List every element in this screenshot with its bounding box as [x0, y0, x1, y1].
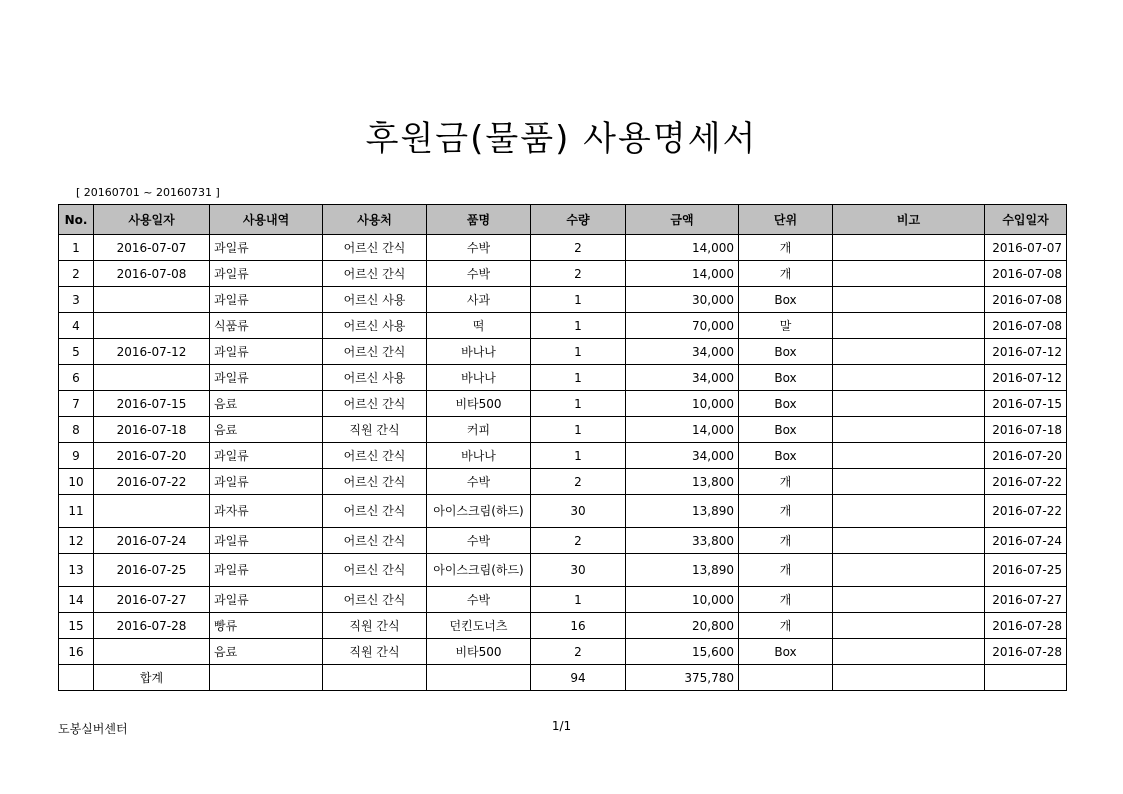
- total-row: [59, 665, 1067, 691]
- cell-category: 과일류: [210, 261, 323, 287]
- cell-amount: 15,600: [626, 639, 739, 665]
- cell-item: 바나나: [427, 443, 531, 469]
- cell-date: 2016-07-12: [94, 339, 210, 365]
- cell-received: 2016-07-15: [985, 391, 1067, 417]
- cell-purpose: 어르신 간식: [323, 339, 427, 365]
- total-empty-received: [985, 665, 1067, 691]
- cell-note: [833, 391, 985, 417]
- cell-date: 2016-07-08: [94, 261, 210, 287]
- cell-note: [833, 528, 985, 554]
- cell-amount: 10,000: [626, 391, 739, 417]
- cell-date: 2016-07-25: [94, 554, 210, 587]
- cell-received: 2016-07-08: [985, 313, 1067, 339]
- cell-date: [94, 495, 210, 528]
- cell-qty: 30: [531, 554, 626, 587]
- cell-qty: 1: [531, 365, 626, 391]
- cell-purpose: 어르신 간식: [323, 554, 427, 587]
- header-qty: 수량: [531, 205, 626, 235]
- cell-no: 1: [59, 235, 94, 261]
- cell-no: 10: [59, 469, 94, 495]
- cell-item: 수박: [427, 261, 531, 287]
- cell-date: 2016-07-18: [94, 417, 210, 443]
- cell-category: 과일류: [210, 339, 323, 365]
- cell-item: 비타500: [427, 391, 531, 417]
- cell-unit: 개: [739, 587, 833, 613]
- header-date: 사용일자: [94, 205, 210, 235]
- cell-item: 수박: [427, 469, 531, 495]
- cell-amount: 33,800: [626, 528, 739, 554]
- cell-amount: 34,000: [626, 443, 739, 469]
- table-row: [59, 287, 1067, 313]
- cell-date: 2016-07-27: [94, 587, 210, 613]
- cell-note: [833, 339, 985, 365]
- cell-received: 2016-07-20: [985, 443, 1067, 469]
- cell-purpose: 어르신 사용: [323, 365, 427, 391]
- header-note: 비고: [833, 205, 985, 235]
- cell-unit: 개: [739, 469, 833, 495]
- cell-item: 떡: [427, 313, 531, 339]
- table-row: [59, 528, 1067, 554]
- cell-no: 12: [59, 528, 94, 554]
- table-header-row: [59, 205, 1067, 235]
- cell-no: 9: [59, 443, 94, 469]
- cell-category: 과일류: [210, 469, 323, 495]
- cell-date: 2016-07-28: [94, 613, 210, 639]
- cell-item: 아이스크림(하드): [427, 495, 531, 528]
- cell-qty: 2: [531, 639, 626, 665]
- cell-received: 2016-07-08: [985, 287, 1067, 313]
- cell-note: [833, 613, 985, 639]
- total-empty-no: [59, 665, 94, 691]
- cell-amount: 10,000: [626, 587, 739, 613]
- cell-received: 2016-07-28: [985, 613, 1067, 639]
- header-purpose: 사용처: [323, 205, 427, 235]
- footer-page-number: 1/1: [551, 719, 572, 733]
- cell-category: 음료: [210, 391, 323, 417]
- cell-unit: Box: [739, 391, 833, 417]
- cell-date: [94, 365, 210, 391]
- cell-no: 7: [59, 391, 94, 417]
- cell-note: [833, 469, 985, 495]
- cell-note: [833, 365, 985, 391]
- cell-purpose: 직원 간식: [323, 417, 427, 443]
- table-row: [59, 417, 1067, 443]
- cell-qty: 1: [531, 587, 626, 613]
- cell-unit: Box: [739, 417, 833, 443]
- cell-purpose: 어르신 간식: [323, 528, 427, 554]
- cell-received: 2016-07-28: [985, 639, 1067, 665]
- cell-item: 사과: [427, 287, 531, 313]
- cell-unit: 말: [739, 313, 833, 339]
- cell-qty: 2: [531, 528, 626, 554]
- cell-unit: Box: [739, 443, 833, 469]
- cell-date: [94, 313, 210, 339]
- cell-qty: 2: [531, 235, 626, 261]
- table-row: [59, 235, 1067, 261]
- cell-qty: 1: [531, 391, 626, 417]
- cell-purpose: 어르신 간식: [323, 587, 427, 613]
- period-range: [ 20160701 ~ 20160731 ]: [76, 186, 220, 199]
- cell-purpose: 어르신 간식: [323, 495, 427, 528]
- cell-no: 2: [59, 261, 94, 287]
- cell-category: 음료: [210, 639, 323, 665]
- cell-no: 8: [59, 417, 94, 443]
- cell-category: 빵류: [210, 613, 323, 639]
- cell-category: 과일류: [210, 287, 323, 313]
- cell-category: 과일류: [210, 235, 323, 261]
- table-row: [59, 339, 1067, 365]
- cell-no: 13: [59, 554, 94, 587]
- cell-purpose: 어르신 간식: [323, 235, 427, 261]
- cell-note: [833, 443, 985, 469]
- total-empty-purpose: [323, 665, 427, 691]
- cell-purpose: 직원 간식: [323, 613, 427, 639]
- cell-qty: 2: [531, 469, 626, 495]
- cell-amount: 14,000: [626, 261, 739, 287]
- cell-amount: 13,800: [626, 469, 739, 495]
- cell-item: 수박: [427, 587, 531, 613]
- table-row: [59, 613, 1067, 639]
- cell-amount: 70,000: [626, 313, 739, 339]
- cell-amount: 13,890: [626, 495, 739, 528]
- cell-qty: 1: [531, 443, 626, 469]
- cell-received: 2016-07-12: [985, 339, 1067, 365]
- total-label: 합계: [94, 665, 210, 691]
- cell-category: 과일류: [210, 528, 323, 554]
- cell-amount: 34,000: [626, 339, 739, 365]
- cell-received: 2016-07-07: [985, 235, 1067, 261]
- cell-received: 2016-07-18: [985, 417, 1067, 443]
- footer-organization: 도봉실버센터: [58, 722, 128, 736]
- cell-category: 음료: [210, 417, 323, 443]
- cell-category: 과일류: [210, 587, 323, 613]
- cell-no: 14: [59, 587, 94, 613]
- header-received: 수입일자: [985, 205, 1067, 235]
- cell-category: 과자류: [210, 495, 323, 528]
- table-row: [59, 313, 1067, 339]
- table-row: [59, 261, 1067, 287]
- cell-note: [833, 287, 985, 313]
- cell-qty: 1: [531, 313, 626, 339]
- cell-no: 6: [59, 365, 94, 391]
- cell-qty: 1: [531, 287, 626, 313]
- cell-received: 2016-07-22: [985, 495, 1067, 528]
- table-row: [59, 391, 1067, 417]
- cell-item: 아이스크림(하드): [427, 554, 531, 587]
- total-qty: 94: [531, 665, 626, 691]
- cell-note: [833, 639, 985, 665]
- table-row: [59, 443, 1067, 469]
- cell-received: 2016-07-24: [985, 528, 1067, 554]
- table-row: [59, 365, 1067, 391]
- cell-qty: 30: [531, 495, 626, 528]
- cell-item: 커피: [427, 417, 531, 443]
- cell-no: 4: [59, 313, 94, 339]
- cell-received: 2016-07-27: [985, 587, 1067, 613]
- cell-received: 2016-07-08: [985, 261, 1067, 287]
- header-no: No.: [59, 205, 94, 235]
- table-row: [59, 495, 1067, 528]
- cell-amount: 30,000: [626, 287, 739, 313]
- cell-unit: 개: [739, 495, 833, 528]
- cell-unit: Box: [739, 639, 833, 665]
- cell-qty: 2: [531, 261, 626, 287]
- cell-unit: Box: [739, 287, 833, 313]
- header-unit: 단위: [739, 205, 833, 235]
- cell-amount: 13,890: [626, 554, 739, 587]
- cell-category: 과일류: [210, 365, 323, 391]
- table-row: [59, 587, 1067, 613]
- document-title: 후원금(물품) 사용명세서: [365, 119, 758, 159]
- table-row: [59, 469, 1067, 495]
- cell-date: 2016-07-07: [94, 235, 210, 261]
- cell-no: 3: [59, 287, 94, 313]
- cell-date: 2016-07-20: [94, 443, 210, 469]
- cell-date: [94, 287, 210, 313]
- cell-qty: 16: [531, 613, 626, 639]
- total-empty-note: [833, 665, 985, 691]
- cell-date: 2016-07-15: [94, 391, 210, 417]
- cell-note: [833, 587, 985, 613]
- cell-purpose: 어르신 간식: [323, 469, 427, 495]
- table-row: [59, 639, 1067, 665]
- cell-unit: Box: [739, 365, 833, 391]
- cell-received: 2016-07-12: [985, 365, 1067, 391]
- header-category: 사용내역: [210, 205, 323, 235]
- cell-purpose: 직원 간식: [323, 639, 427, 665]
- cell-item: 던킨도너츠: [427, 613, 531, 639]
- cell-unit: 개: [739, 261, 833, 287]
- cell-note: [833, 313, 985, 339]
- cell-item: 바나나: [427, 339, 531, 365]
- cell-qty: 1: [531, 339, 626, 365]
- cell-date: 2016-07-24: [94, 528, 210, 554]
- cell-purpose: 어르신 간식: [323, 261, 427, 287]
- cell-unit: Box: [739, 339, 833, 365]
- cell-category: 식품류: [210, 313, 323, 339]
- total-empty-item: [427, 665, 531, 691]
- cell-category: 과일류: [210, 443, 323, 469]
- header-amount: 금액: [626, 205, 739, 235]
- cell-unit: 개: [739, 528, 833, 554]
- table-row: [59, 554, 1067, 587]
- cell-category: 과일류: [210, 554, 323, 587]
- cell-no: 16: [59, 639, 94, 665]
- table-body: [59, 235, 1067, 665]
- cell-qty: 1: [531, 417, 626, 443]
- header-item: 품명: [427, 205, 531, 235]
- cell-received: 2016-07-25: [985, 554, 1067, 587]
- cell-amount: 14,000: [626, 417, 739, 443]
- cell-amount: 20,800: [626, 613, 739, 639]
- cell-amount: 14,000: [626, 235, 739, 261]
- cell-purpose: 어르신 사용: [323, 287, 427, 313]
- cell-note: [833, 417, 985, 443]
- cell-unit: 개: [739, 554, 833, 587]
- cell-unit: 개: [739, 613, 833, 639]
- cell-item: 수박: [427, 528, 531, 554]
- cell-unit: 개: [739, 235, 833, 261]
- cell-note: [833, 235, 985, 261]
- cell-date: [94, 639, 210, 665]
- cell-no: 11: [59, 495, 94, 528]
- cell-no: 15: [59, 613, 94, 639]
- total-empty-unit: [739, 665, 833, 691]
- cell-item: 바나나: [427, 365, 531, 391]
- total-amount: 375,780: [626, 665, 739, 691]
- usage-table: [58, 204, 1067, 691]
- cell-item: 비타500: [427, 639, 531, 665]
- cell-purpose: 어르신 간식: [323, 391, 427, 417]
- cell-amount: 34,000: [626, 365, 739, 391]
- cell-item: 수박: [427, 235, 531, 261]
- cell-date: 2016-07-22: [94, 469, 210, 495]
- cell-no: 5: [59, 339, 94, 365]
- cell-purpose: 어르신 사용: [323, 313, 427, 339]
- cell-note: [833, 495, 985, 528]
- cell-purpose: 어르신 간식: [323, 443, 427, 469]
- total-empty-category: [210, 665, 323, 691]
- cell-note: [833, 554, 985, 587]
- cell-note: [833, 261, 985, 287]
- cell-received: 2016-07-22: [985, 469, 1067, 495]
